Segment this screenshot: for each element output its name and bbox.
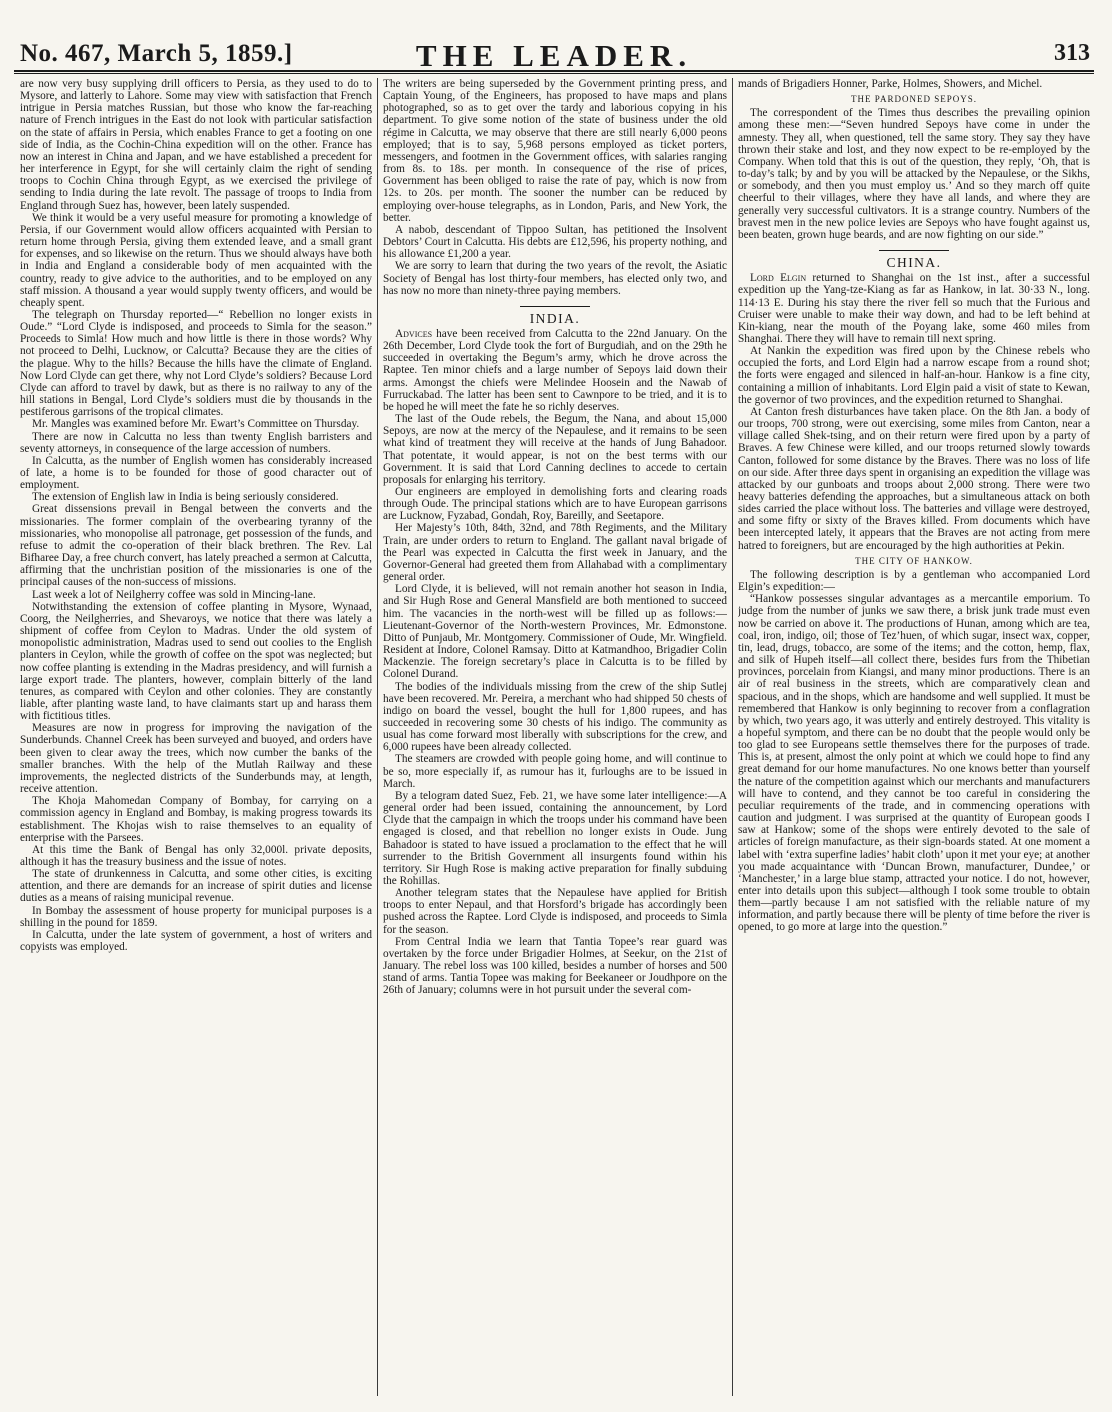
column-2 <box>383 78 727 1396</box>
paragraph: The telegraph on Thursday reported—“ Rebellion no longer exists in Oude.” “Lord Clyde is indisposed, and proceeds to Simla for the season.” Proceeds to Simla! How much and how little is there in those words? Why not proceed to Delhi, Lucknow, or Calcutta? Because they are the cities of the plague. Why to the hills? Because the hills have the climate of England. Now Lord Clyde can get there, why not Lord Clyde’s soldiers? Because Lord Clyde can afford to travel by dawk, but as there is no railway to any of the hill stations in Bengal, Lord Clyde’s soldiers must die by thousands in the pestiferous garrisons of the tropical climates. <box>20 308 372 419</box>
paragraph: Notwithstanding the extension of coffee planting in Mysore, Wynaad, Coorg, the Neilgherries, and Shevaroys, we notice that there was lately a shipment of coffee from Ceylon to Madras. Under the old system of monopolistic administration, Madras used to send out coolies to the English planters in Ceylon, while the growth of coffee on the spot was neglected; but now coffee planting is extending in the Madras presidency, and will furnish a large export trade. The planters, however, complain bitterly of the land tenures, as compared with Ceylon and other colonies. They are constantly liable, after planting waste land, to have claimants start up and harass them with fictitious titles. <box>20 600 372 723</box>
paragraph: A nabob, descendant of Tippoo Sultan, has petitioned the Insolvent Debtors’ Court in Calcutta. His debts are £12,596, his property nothing, and his allowance £1,200 a year. <box>383 223 727 261</box>
paragraph: In Calcutta, under the late system of government, a host of writers and copyists was employed. <box>20 928 372 954</box>
paragraph: Measures are now in progress for improving the navigation of the Sunderbunds. Channel Creek has been surveyed and buoyed, and orders have been given to clear away the trees, which now cumber the banks of the smaller branches. With the help of the Mutlah Railway and these improvements, the neglected districts of the Sunderbunds may, at length, receive attention. <box>20 722 372 796</box>
subheading-pardoned-sepoys: THE PARDONED SEPOYS. <box>851 94 977 105</box>
lead-in: Lord Elgin <box>750 272 807 285</box>
paragraph: Her Majesty’s 10th, 84th, 32nd, and 78th Regiments, and the Military Train, are under orders to return to England. The gallant naval brigade of the Pearl was expected in Calcutta the first week in January, and the Governor-General had greeted them from Allahabad with a complimentary general order. <box>383 522 727 584</box>
paragraph: Great dissensions prevail in Bengal between the converts and the missionaries. The former complain of the overbearing tyranny of the missionaries, who monopolise all patronage, get possession of the funds, and refuse to admit the co-operation of their black brethren. The Rev. Lal Bifharee Day, a free church convert, has lately preached a sermon at Calcutta, affirming that the unchristian position of the missionaries is one of the principal causes of the non-success of missions. <box>20 503 372 589</box>
paragraph-text: have been received from Calcutta to the 22nd January. On the 26th December, Lord Clyde took the fort of Burgudiah, and on the 29th he succeeded in overtaking the Begum’s army, which he drove across the Raptee. Ten minor chiefs and a large number of Sepoys laid down their arms. Amongst the chiefs were Melindee Hoosein and the Nawab of Furruckabad. The latter has been sent to Cawnpore to be tried, and it is to be hoped he will meet the fate he so richly deserves. <box>383 327 727 413</box>
paragraph <box>383 328 727 413</box>
paragraph: “Hankow possesses singular advantages as a mercantile emporium. To judge from the number of junks we saw there, a brisk junk trade must even now be carried on above it. The productions of Hunan, among which are tea, coal, iron, indigo, oil; those of Tez’huen, of which sugar, insect wax, copper, tin, lead, drugs, tobacco, are some of the items; and the cotton, hemp, flax, and silk of Hupeh itself—all collect there, besides furs from the Thibetian provinces, porcelain from Kiangsi, and many minor productions. There is an air of real business in the streets, which are comparatively clean and spacious, and in the shops, which are handsome and well supplied. It must be remembered that Hankow is only beginning to recover from a conflagration by which, two years ago, it was utterly and entirely destroyed. This vitality is a hopeful symptom, and there can be no doubt that the people would only be too glad to see Europeans settle themselves there for the purposes of trade. This is, at present, almost the only point at which we could hope to find any great demand for our home manufactures. No one knows better than yourself the nature of the competition against which our merchants and manufacturers will have to contend, and they cannot be too careful in considering the peculiar requirements of the trade, and in commencing operations with caution and judgment. I was surprised at the quantity of European goods I saw at Hankow; some of the shops were entirely devoted to the sale of articles of foreign manufacture, as their sign-boards stated. At one moment a label with ‘extra superfine ladies’ habit cloth’ upon it met your eye; at another you made acquaintance with ‘Duncan Brown, manufacturer, Dundee,’ or ‘Manchester,’ in a large blue stamp, attracted your notice. I do not, however, enter into details upon this subject—although I took some trouble to obtain them—partly because I am not satisfied with the reliable nature of my information, and partly because there will be plenty of time before the river is opened, to go more at large into the question.” <box>738 593 1090 934</box>
paragraph: The extension of English law in India is being seriously considered. <box>32 491 339 504</box>
section-divider <box>520 306 590 307</box>
lead-in: Advices <box>395 327 433 340</box>
column-1 <box>20 78 372 1396</box>
paragraph: The correspondent of the Times thus describes the prevailing opinion among these men:—“Seven hundred Sepoys have come in under the amnesty. They all, when questioned, tell the same story. They say they have thrown their stake and lost, and they now expect to be re-employed by the Company. When told that this is out of the question, they reply, ‘Oh, that is to-day’s talk; by and by you will be attacked by the Nepaulese, or the Sikhs, or somebody, and then you must employ us.’ And so they march off quite cheerful to their villages, where they have all lands, and where they are generally very successful cultivators. It is a strange country. Numbers of the bravest men in the new police levies are Sepoys who have fought against us, been beaten, grown huge beards, and are now fighting on our side.” <box>738 107 1090 241</box>
paragraph: By a telogram dated Suez, Feb. 21, we have some later intelligence:—A general order had been issued, containing the announcement, by Lord Clyde that the campaign in which the troops under his command have been engaged is closed, and that rebellion no longer exists in Oude. Jung Bahadoor is stated to have issued a proclamation to the effect that he will surrender to the British Government all insurgents found within his territory. Sir Hugh Rose is making active preparation for finally subduing the Rohillas. <box>383 789 727 887</box>
paragraph: In Bombay the assessment of house property for municipal purposes is a shilling in the pound for 1859. <box>20 904 372 929</box>
paragraph: At this time the Bank of Bengal has only 32,000l. private deposits, although it has the treasury business and the issue of notes. <box>20 843 372 868</box>
masthead-rule <box>14 73 1094 74</box>
section-divider <box>879 250 949 251</box>
paragraph: Our engineers are employed in demolishing forts and clearing roads through Oude. The principal stations which are to have European garrisons are Lucknow, Fyzabad, Gondah, Roy, Bareilly, and Seetapore. <box>383 486 727 523</box>
paragraph: Mr. Mangles was examined before Mr. Ewart’s Committee on Thursday. <box>32 418 360 431</box>
paragraph: From Central India we learn that Tantia Topee’s rear guard was overtaken by the force under Brigadier Holmes, at Seekur, on the 21st of January. The rebel loss was 100 killed, besides a number of horses and 500 stand of arms. Tantia Topee was making for Beekaneer or Joudhpore on the 26th of January; columns were in hot pursuit under the several com- <box>383 935 727 997</box>
paragraph: We are sorry to learn that during the two years of the revolt, the Asiatic Society of Bengal has lost thirty-four members, has elected only two, and has now no more than ninety-three paying members. <box>383 260 727 297</box>
paragraph: mands of Brigadiers Honner, Parke, Holmes, Showers, and Michel. <box>738 78 1043 90</box>
paragraph: Lord Clyde, it is believed, will not remain another hot season in India, and Sir Hugh Rose and General Mansfield are both mentioned to succeed him. The vacancies in the north-west will be filled up as follows:—Lieutenant-Governor of the North-western Provinces, Mr. Edmonstone. Ditto of Punjaub, Mr. Montgomery. Commissioner of Oude, Mr. Wingfield. Resident at Indore, Colonel Ramsay. Ditto at Katmandhoo, Brigadier Colin Mackenzie. The foreign secretary’s place in Calcutta is to be filled by Colonel Durand. <box>383 583 727 681</box>
paragraph: The Khoja Mahomedan Company of Bombay, for carrying on a commission agency in England and Bombay, is making progress towards its establishment. The Khojas wish to raise themselves to an equality of enterprise with the Parsees. <box>20 795 372 844</box>
section-heading-china: CHINA. <box>886 255 942 271</box>
issue-date: No. 467, March 5, 1859.] <box>20 40 293 67</box>
column-3 <box>738 78 1090 1396</box>
paragraph <box>738 272 1090 345</box>
column-divider <box>377 78 378 1396</box>
paragraph: The bodies of the individuals missing from the crew of the ship Sutlej have been recovered. Mr. Pereira, a merchant who had shipped 50 chests of indigo on board the vessel, bought the hull for 1,800 rupees, and has succeeded in recovering some 30 chests of his indigo. The community as usual has come forward most liberally with subscriptions for the crew, and 6,000 rupees have been already collected. <box>383 680 727 754</box>
paragraph: The steamers are crowded with people going home, and will continue to be so, more especially if, as rumour has it, furloughs are to be issued in March. <box>383 753 727 790</box>
paragraph-text: returned to Shanghai on the 1st inst., after a successful expedition up the Yang-tze-Kiang as far as Hankow, in lat. 30·33 N., long. 114·13 E. During his stay there the river fell so much that the Furious and Cruiser were unable to make their way down, and had to be left behind at Kin-kiang, near the mouth of the Poyang lake, some 460 miles from Shanghai. There they will have to remain till next spring. <box>738 272 1090 345</box>
paragraph: Another telegram states that the Nepaulese have applied for British troops to enter Nepaul, and that Horsford’s brigade has accordingly been pushed across the Raptee. Lord Clyde is indisposed, and proceeds to Simla for the season. <box>383 887 727 936</box>
paragraph: The state of drunkenness in Calcutta, and some other cities, is exciting attention, and there are demands for an increase of spirit duties and license duties as a means of raising municipal revenue. <box>20 868 372 905</box>
paragraph: Last week a lot of Neilgherry coffee was sold in Mincing-lane. <box>32 588 316 601</box>
subheading-city-of-hankow: THE CITY OF HANKOW. <box>855 555 973 566</box>
paragraph: At Nankin the expedition was fired upon by the Chinese rebels who occupied the forts, and Lord Elgin had a narrow escape from a round shot; the forts were engaged and silenced in half-an-hour. Hankow is a fine city, containing a million of inhabitants. Lord Elgin paid a visit of state to Kewan, the governor of two provinces, and the expedition returned to Shanghai. <box>738 345 1090 406</box>
paragraph: are now very busy supplying drill officers to Persia, as they used to do to Mysore, and latterly to Lahore. Some may view with satisfaction that French intrigue in Persia matches Russian, but those who know the far-reaching nature of French intrigues in the East do not look with particular satisfaction on the state of affairs in Persia, which enables France to get a footing on one side of India, as the Cochin-China expedition will on the other. France has now an interest in China and Japan, and we have established a precedent for her interference in Egypt, for she will certainly claim the right of sending troops to Cochin China through Egypt, as we exercised the privilege of sending to India during the late revolt. The passage of troops to India from England through Suez has, however, been lately suspended. <box>20 78 372 212</box>
masthead <box>14 36 1094 72</box>
page-number: 313 <box>1054 40 1090 66</box>
paragraph: At Canton fresh disturbances have taken place. On the 8th Jan. a body of our troops, 700 strong, were out exercising, some miles from Canton, near a village called Shek-tsing, and on their return were fired upon by a party of Braves. A few Chinese were killed, and our troops returned slowly towards Canton, followed for some distance by the Braves. There was no loss of life on our side. After three days spent in organising an expedition the village was attacked by our gunboats and troops about 2,000 strong. There were two heavy batteries defending the approaches, but a simultaneous attack on both sides carried the place without loss. The batteries and village were destroyed, and some fifty or sixty of the Braves killed. From documents which have been intercepted lately, it appears that the Braves are not acting from mere hatred to foreigners, but are encouraged by the high authorities at Pekin. <box>738 405 1090 552</box>
column-divider <box>732 78 733 1396</box>
paragraph: In Calcutta, as the number of English women has considerably increased of late, a home is to be founded for those of good character out of employment. <box>20 454 372 492</box>
paragraph: The following description is by a gentleman who accompanied Lord Elgin’s expedition:— <box>738 568 1090 594</box>
paper-title: THE LEADER. <box>415 38 693 73</box>
paragraph: We think it would be a very useful measure for promoting a knowledge of Persia, if our Government would allow officers acquainted with Persian to return home through Persia, giving them extended leave, and a small grant for expenses, and so likewise on the return. Thus we should always have both in India and England a considerable body of men acquainted with the country, ready to give advice to the authorities, and to be employed on any staff mission. A thousand a year would supply twenty officers, and would be cheaply spent. <box>20 211 372 309</box>
paragraph: The last of the Oude rebels, the Begum, the Nana, and about 15,000 Sepoys, are now at the mercy of the Nepaulese, and it remains to be seen what kind of treatment they will receive at the hands of Jung Bahadoor. That potentate, it would appear, is not on the best terms with our Government. It is said that Lord Canning declines to accede to certain proposals for enlarging his territory. <box>383 413 727 486</box>
section-heading-india: INDIA. <box>529 310 581 326</box>
paragraph: There are now in Calcutta no less than twenty English barristers and seventy attorneys, in consequence of the large accession of numbers. <box>20 430 372 455</box>
paragraph: The writers are being superseded by the Government printing press, and Captain Young, of the Engineers, has proposed to have maps and plans photographed, so as to get over the tardy and laborious copying in his department. To give some notion of the state of business under the old régime in Calcutta, we may observe that there are still nearly 6,000 peons employed; that is to say, 5,968 persons employed as ticket porters, messengers, and footmen in the Government offices, with salaries ranging from 8s. to 18s. per month. In consequence of the rise of prices, Government has been obliged to raise the rate of pay, which is now from 12s. to 20s. per month. The sooner the number can be reduced by employing over-house telegraphs, as in London, Paris, and New York, the better. <box>383 78 727 224</box>
